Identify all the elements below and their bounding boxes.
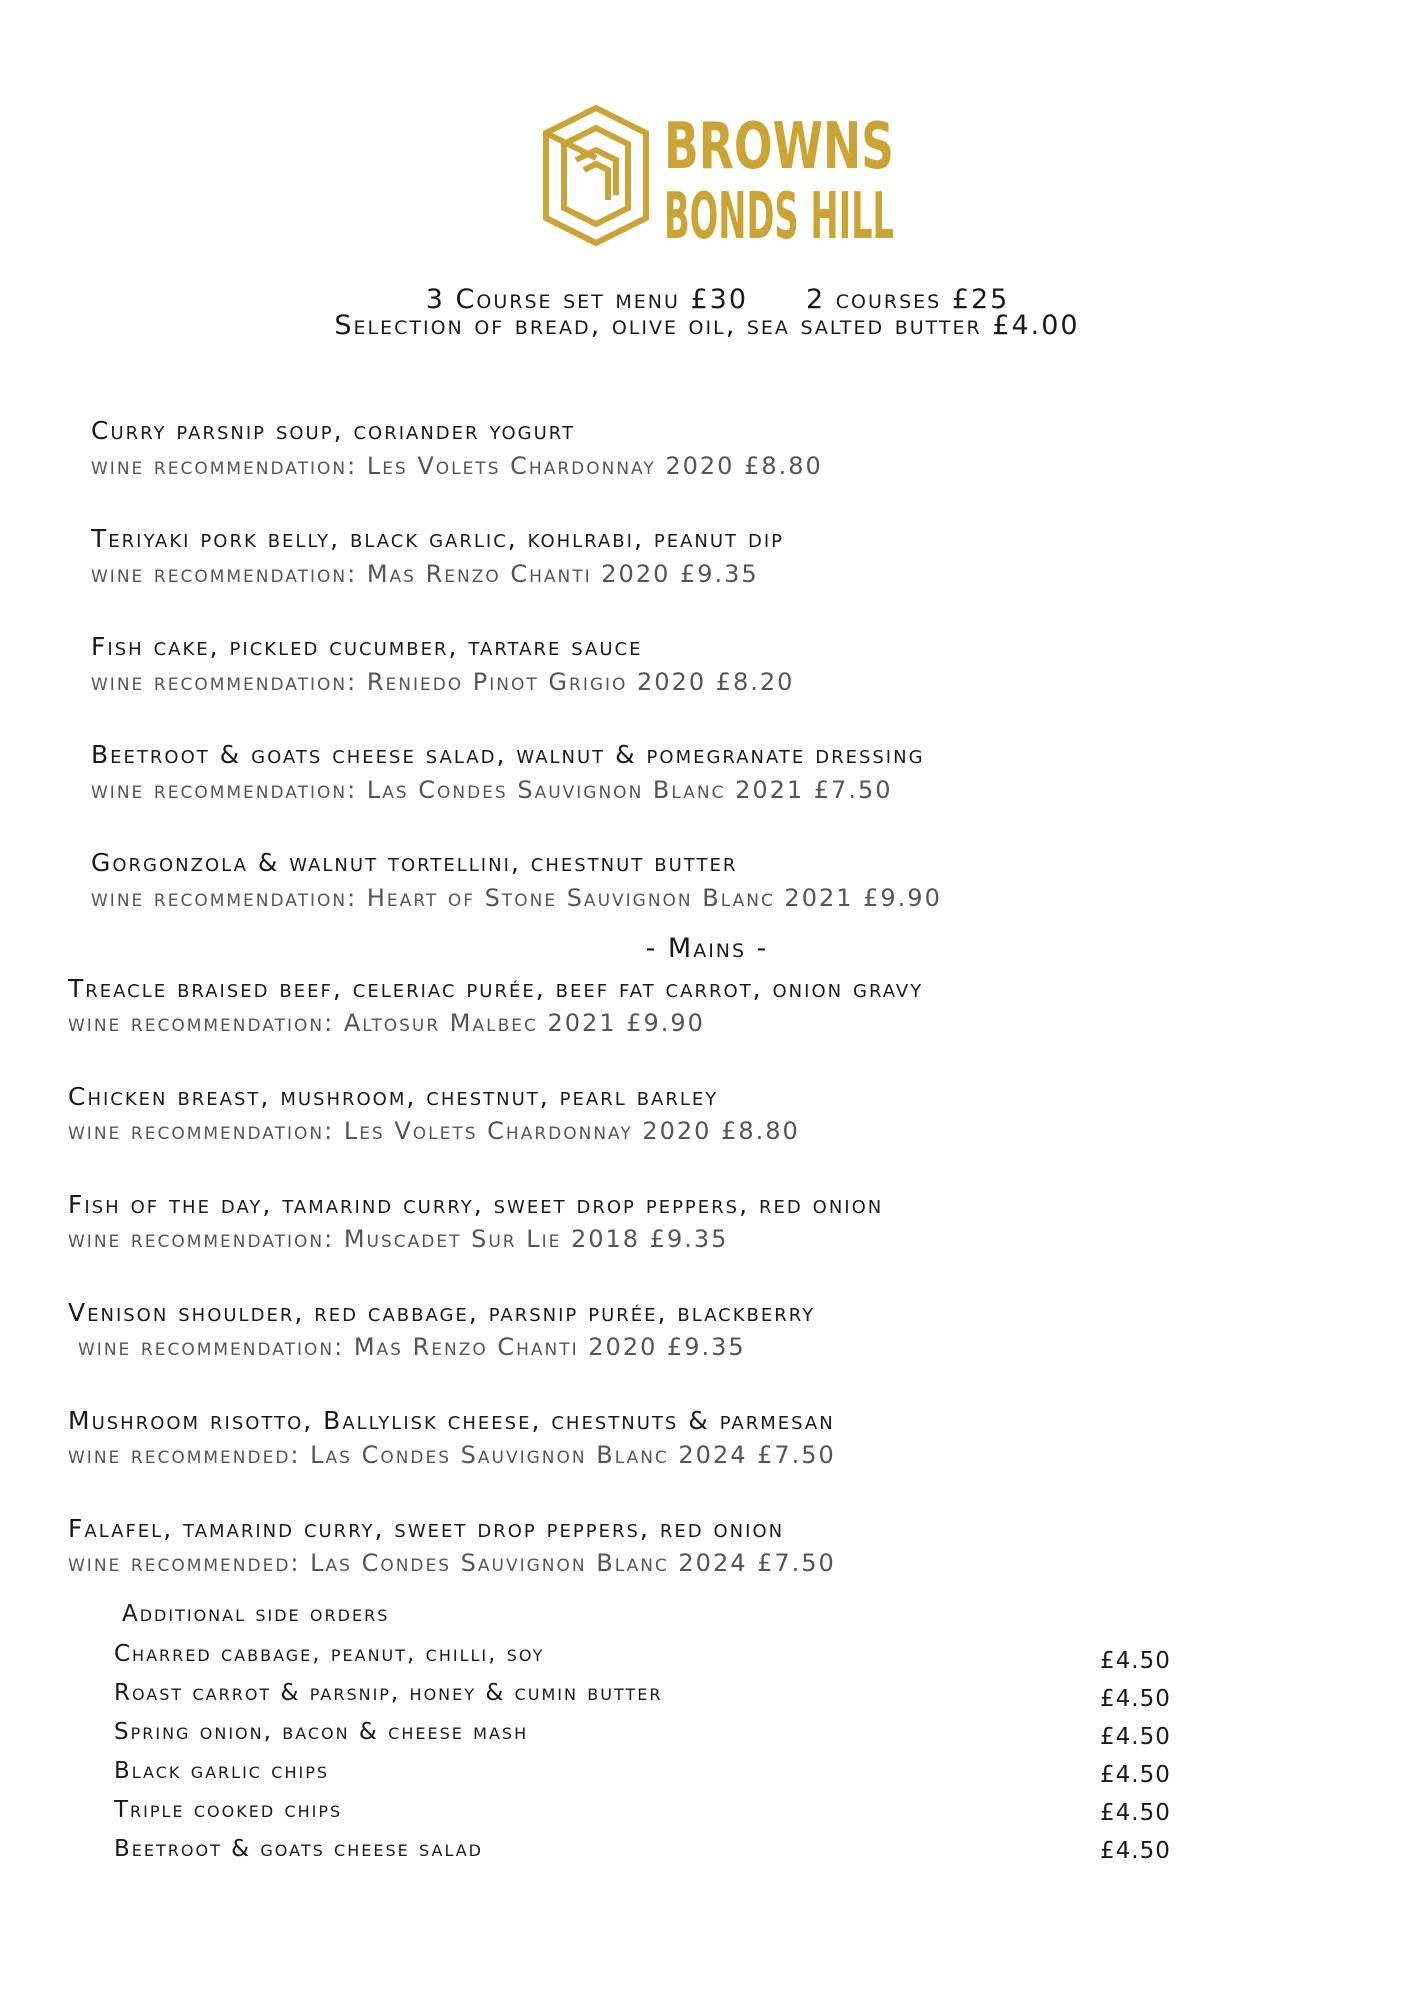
main-wine: wine recommended: Las Condes Sauvignon Blanc 2024 £7.50 (68, 1549, 836, 1577)
side-item-price: £4.50 (1100, 1762, 1171, 1788)
starter-wine: wine recommendation: Mas Renzo Chanti 2020 £9.35 (91, 560, 759, 588)
logo-text-line2: BONDS HILL (664, 180, 894, 254)
side-item-name: Charred cabbage, peanut, chilli, soy (114, 1641, 545, 1667)
logo-text-line1: BROWNS (664, 110, 894, 184)
bread-selection: Selection of bread, olive oil, sea salted butter £4.00 (334, 310, 1080, 341)
main-wine: wine recommendation: Altosur Malbec 2021 £9.90 (68, 1009, 705, 1037)
side-item-name: Spring onion, bacon & cheese mash (114, 1719, 529, 1745)
two-course-price: 2 courses £25 (806, 284, 1010, 315)
main-dish: Treacle braised beef, celeriac purée, beef fat carrot, onion gravy (68, 974, 924, 1003)
side-item-price: £4.50 (1100, 1648, 1171, 1674)
main-wine: wine recommendation: Mas Renzo Chanti 2020 £9.35 (78, 1333, 746, 1361)
hexagon-logo-icon (546, 108, 646, 243)
side-item-name: Beetroot & goats cheese salad (114, 1836, 484, 1862)
side-item-price: £4.50 (1100, 1800, 1171, 1826)
side-item-name: Roast carrot & parsnip, honey & cumin butter (114, 1680, 663, 1706)
main-wine: wine recommendation: Muscadet Sur Lie 2018 £9.35 (68, 1225, 729, 1253)
starter-dish: Gorgonzola & walnut tortellini, chestnut butter (91, 848, 738, 877)
side-item-price: £4.50 (1100, 1838, 1171, 1864)
three-course-price: 3 Course set menu £30 (425, 284, 749, 315)
side-item-price: £4.50 (1100, 1686, 1171, 1712)
browns-bonds-hill-logo (536, 100, 902, 254)
starter-dish: Fish cake, pickled cucumber, tartare sauce (91, 632, 643, 661)
side-item-name: Black garlic chips (114, 1758, 330, 1784)
starter-dish: Beetroot & goats cheese salad, walnut & pomegranate dressing (91, 740, 925, 769)
starter-dish: Teriyaki pork belly, black garlic, kohlrabi, peanut dip (91, 524, 784, 553)
starter-wine: wine recommendation: Heart of Stone Sauvignon Blanc 2021 £9.90 (91, 884, 942, 912)
side-item-price: £4.50 (1100, 1724, 1171, 1750)
main-dish: Fish of the day, tamarind curry, sweet drop peppers, red onion (68, 1190, 884, 1219)
main-dish: Falafel, tamarind curry, sweet drop peppers, red onion (68, 1514, 785, 1543)
side-item-name: Triple cooked chips (114, 1797, 343, 1823)
main-dish: Mushroom risotto, Ballylisk cheese, chestnuts & parmesan (68, 1406, 835, 1435)
main-dish: Chicken breast, mushroom, chestnut, pearl barley (68, 1082, 719, 1111)
mains-heading: - Mains - (645, 933, 769, 964)
starter-wine: wine recommendation: Reniedo Pinot Grigio 2020 £8.20 (91, 668, 795, 696)
starter-wine: wine recommendation: Les Volets Chardonnay 2020 £8.80 (91, 452, 823, 480)
starter-wine: wine recommendation: Las Condes Sauvignon Blanc 2021 £7.50 (91, 776, 893, 804)
side-orders-header: Additional side orders (122, 1601, 390, 1627)
main-wine: wine recommended: Las Condes Sauvignon Blanc 2024 £7.50 (68, 1441, 836, 1469)
set-menu-pricing (0, 253, 1414, 315)
main-wine: wine recommendation: Les Volets Chardonnay 2020 £8.80 (68, 1117, 800, 1145)
main-dish: Venison shoulder, red cabbage, parsnip purée, blackberry (68, 1298, 816, 1327)
starter-dish: Curry parsnip soup, coriander yogurt (91, 416, 575, 445)
